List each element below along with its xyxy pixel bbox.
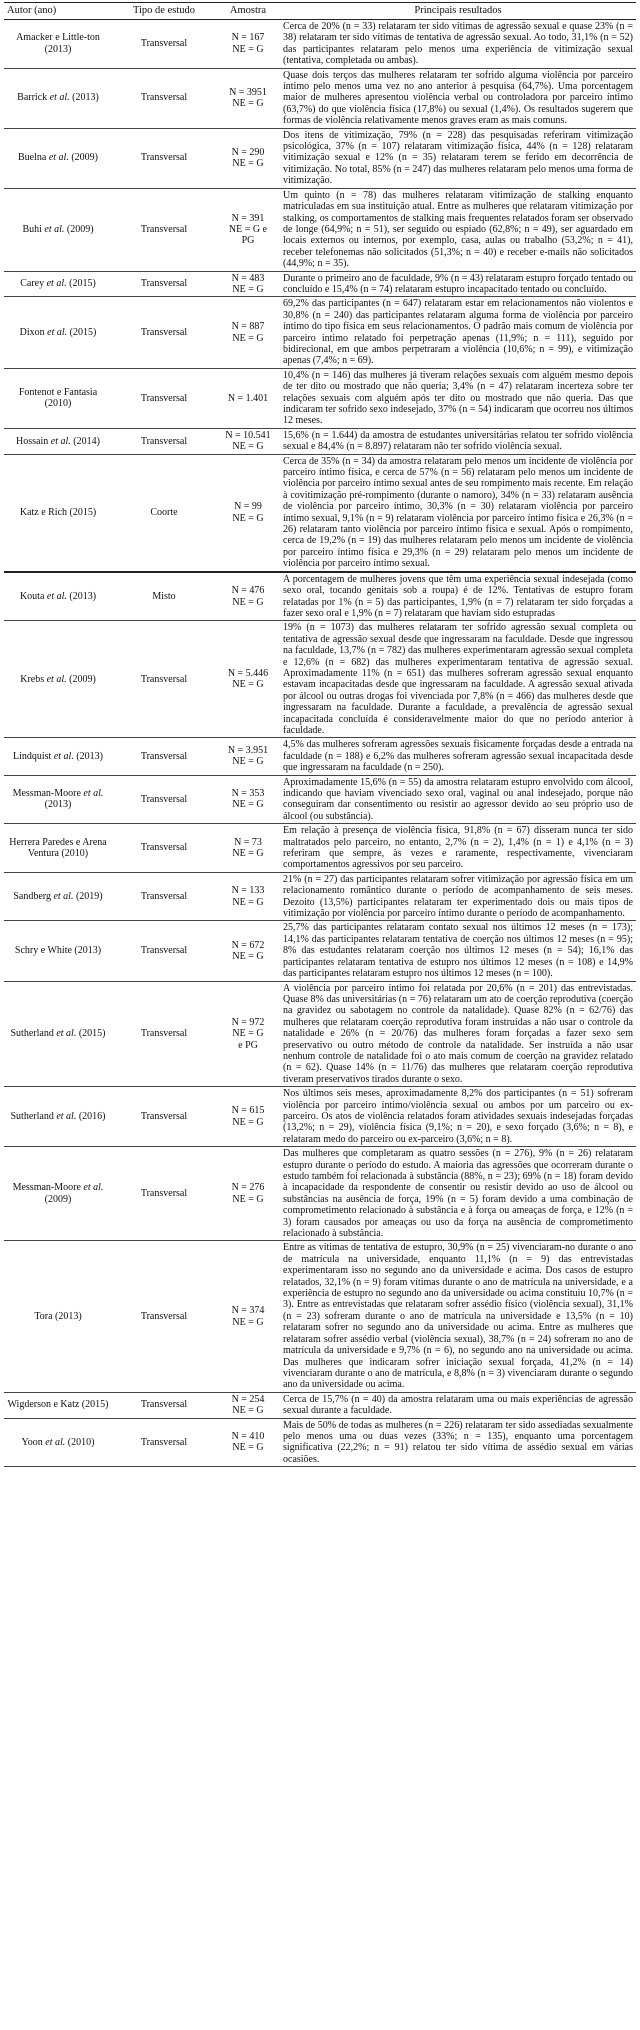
sample-line: N = 353: [231, 788, 265, 799]
results-cell: Entre as vítimas de tentativa de estupro, 30,9% (n = 25) vivenciaram-no durante o ano de matrícula na universidade, enquanto 11,1% (n = 9) das entrevistadas experimentaram isso no segundo ano da universidade e acima. Dos casos de estupro relatados, 32,1% (n = 9) foram vítimas durante o ano de matrícula na universidade, e a experiência de estupro no segundo ano da universidade ou acima constituiu 10,7% (n = 3). Entre as entrevistadas que relataram sofrer assédio físico (violência sexual), 31,1% (n = 23) sofreram durante o ano de matrícula na universidade e 13,5% (n = 10) relataram sofrer no segundo ano da universidade ou acima. Entre as mulheres que relataram sofrer assédio verbal (violência sexual), 38,7% (n = 24) sofreram no ano de matrícula da universidade e 9,7% (n = 6), no segundo ano na universidade ou acima. Das mulheres que indicaram sofrer iniciação sexual forçada, 41,2% (n = 14) vivenciaram durante o ano de matrícula, e 8,8% (n = 3) vivenciaram durante o segundo ano da universidade ou acima.: [280, 1241, 636, 1392]
sample-cell: [216, 428, 280, 454]
study-type-cell: Transversal: [112, 981, 216, 1087]
author-etal: et al.: [45, 1436, 66, 1448]
author-cell: [4, 921, 112, 981]
author-cell: [4, 128, 112, 188]
results-cell: Quase dois terços das mulheres relataram ter sofrido alguma violência por parceiro íntimo pelo menos uma vez no ano anterior à pesquisa (64,7%). Uma porcentagem maior de mulheres apresentou violência verbal ou controladora por parceiro íntimo (63,7%) do que violência física (17,8%) ou sexual (1,4%). Os resultados sugerem que formas de violência relativamente menos graves eram as mais comuns.: [280, 68, 636, 128]
author-text: Messman-Moore: [12, 788, 84, 799]
study-type-cell: Transversal: [112, 68, 216, 128]
study-type-cell: Transversal: [112, 824, 216, 873]
studies-table: [4, 2, 636, 1467]
author-text: (2015): [76, 1028, 106, 1040]
study-type-cell: Transversal: [112, 428, 216, 454]
sample-line: NE = G: [232, 1442, 264, 1454]
table-row: [4, 738, 636, 775]
author-text: Barrick: [17, 92, 50, 104]
sample-line: N = 254: [231, 1393, 265, 1405]
sample-cell: [216, 824, 280, 873]
table-row: [4, 297, 636, 368]
author-cell: [4, 454, 112, 572]
author-text: (2014): [70, 435, 100, 447]
author-cell: [4, 572, 112, 621]
sample-line: N = 615: [231, 1105, 265, 1117]
sample-line: NE = G e: [228, 223, 268, 235]
author-etal: et al.: [46, 278, 67, 290]
table-row: [4, 271, 636, 297]
author-text: Amacker e Little-: [16, 32, 88, 44]
sample-cell: [216, 1392, 280, 1418]
author-text: Kouta: [19, 590, 47, 602]
sample-line: NE = G: [232, 596, 264, 608]
table-body: [4, 20, 636, 1467]
sample-cell: [216, 368, 280, 428]
header-study-type: Tipo de estudo: [112, 3, 216, 20]
sample-line: N = 483: [231, 272, 265, 284]
table-row: [4, 824, 636, 873]
study-type-cell: Transversal: [112, 1418, 216, 1467]
sample-cell: [216, 297, 280, 368]
sample-line: NE = G: [232, 98, 264, 110]
author-text: Schry e White (2013): [14, 945, 102, 957]
author-text: Herrera Paredes e Arena Ventura (2010): [9, 836, 107, 860]
sample-line: NE = G: [232, 441, 264, 453]
author-cell: [4, 428, 112, 454]
sample-line: NE = G: [232, 512, 264, 524]
author-cell: [4, 738, 112, 775]
study-type-cell: Transversal: [112, 1147, 216, 1241]
study-type-cell: Transversal: [112, 368, 216, 428]
author-cell: [4, 1418, 112, 1467]
author-cell: [4, 20, 112, 69]
sample-cell: [216, 981, 280, 1087]
author-cell: [4, 621, 112, 738]
results-cell: 15,6% (n = 1.644) da amostra de estudantes universitárias relatou ter sofrido violência sexual e 84,4% (n = 8.897) relataram não ter sofrido violência sexual.: [280, 428, 636, 454]
sample-line: N = 3.951: [227, 745, 269, 757]
author-text: Fontenot e Fantasia (2010): [18, 386, 98, 410]
results-cell: 25,7% das participantes relataram contato sexual nos últimos 12 meses (n = 173); 14,1% das participantes relataram tentativa de coerção nos últimos 12 meses (n = 95); 8% das estudantes relataram coerção nos últimos 12 meses (n = 54); 16,1% das participantes relataram tentativa de estupro nos últimos 12 meses (n = 108) e 14,9% das participantes relataram estupro nos últimos 12 meses (n = 100).: [280, 921, 636, 981]
author-text: Dixon: [19, 326, 48, 338]
sample-line: NE = G: [232, 158, 264, 170]
table-row: [4, 1392, 636, 1418]
sample-cell: [216, 68, 280, 128]
sample-line: NE = G: [232, 1028, 264, 1040]
author-text: Sandberg: [13, 890, 54, 902]
author-etal: et al.: [50, 435, 71, 447]
sample-line: N = 276: [231, 1182, 265, 1194]
table-row: [4, 981, 636, 1087]
results-cell: Cerca de 35% (n = 34) da amostra relataram pelo menos um incidente de violência por parceiro íntimo física, e cerca de 57% (n = 56) relataram pelo menos um incidente de violência por parceiro íntimo sexual antes de seu rompimento mais recente. Em relação à covitimização pré-rompimento (durante o namoro), 34% (n = 33) relataram ausência de violência por parceiro íntimo, 30,3% (n = 30) relataram violência por parceiro íntimo sexual, 9,1% (n = 9) relataram violência por parceiro íntimo física e 26,3% (n = 26) relataram tanto violência por parceiro íntimo física e sexual. Após o rompimento, cerca de 19,2% (n = 19) das mulheres relataram pelo menos um incidente de violência por parceiro íntimo física e 29,3% (n = 29) relataram pelo menos um incidente de violência por parceiro íntimo sexual.: [280, 454, 636, 572]
study-type-cell: Transversal: [112, 1087, 216, 1147]
sample-line: N = 10.541: [225, 429, 271, 441]
author-text: Sutherland: [10, 1028, 57, 1040]
author-text: (2015): [67, 326, 97, 338]
table-row: [4, 454, 636, 572]
table-row: [4, 872, 636, 921]
results-cell: Cerca de 20% (n = 33) relataram ter sido vítimas de agressão sexual e quase 23% (n = 38) relataram ter sido vítimas de tentativa de agressão sexual. Ao todo, 31,1% (n = 52) das participantes relataram pelo menos uma experiência de vitimização sexual (tentativa, completada ou ambas).: [280, 20, 636, 69]
table-row: [4, 775, 636, 824]
results-cell: 19% (n = 1073) das mulheres relataram ter sofrido agressão sexual completa ou tentativa de agressão sexual desde que ingressaram na faculdade. Desde que ingressou na faculdade, 13,7% (n = 782) das mulheres experimentaram agressão sexual completa e 12,6% (n = 682) das mulheres experimentaram tentativa de agressão sexual. Aproximadamente 11% (n = 651) das mulheres sofreram agressão sexual enquanto estavam incapacitadas desde que ingressaram na faculdade. A agressão sexual ativada por álcool ou outras drogas foi vivenciada por 7,8% (n = 466) das mulheres desde que ingressaram na faculdade. Durante a faculdade, a prevalência de agressão sexual incapacitada concluída é consideravelmente maior do que no período anterior à faculdade.: [280, 621, 636, 738]
sample-cell: [216, 128, 280, 188]
author-cell: [4, 188, 112, 271]
author-text: Krebs: [20, 673, 47, 685]
results-cell: Dos itens de vitimização, 79% (n = 228) das pesquisadas referiram vitimização psicológica, 37% (n = 107) relataram vitimização física, 44% (n = 128) relataram vitimização sexual e 12% (n = 35) relataram terem se ferido em decorrência de vitimização. No total, 85% (n = 247) das mulheres relataram pelo menos uma forma de vitimização.: [280, 128, 636, 188]
results-cell: Das mulheres que completaram as quatro sessões (n = 276), 9% (n = 26) relataram estupro durante o período do estudo. A maioria das agressões que ocorreram durante o estudo também foi relacionada à substância (88%, n = 23); 69% (n = 18) foram devido à incapacidade da respondente de consentir ou resistir devido ao uso de álcool ou substâncias na ausência de força, 19% (n = 5) foram devido a uma combinação de comprometimento relacionado à substância e à força ou ameaças de força, e 12% (n = 3) foram causados por ameaças ou uso da força na ausência de comprometimento relacionado à substância.: [280, 1147, 636, 1241]
study-type-cell: Transversal: [112, 775, 216, 824]
author-text: Messman-Moore: [12, 1182, 84, 1194]
sample-line: NE = G: [232, 332, 264, 344]
author-etal: et al.: [46, 673, 67, 685]
author-text: (2009): [66, 673, 96, 685]
sample-line: e PG: [238, 1039, 258, 1051]
author-etal: et al.: [56, 1110, 77, 1122]
sample-line: PG: [241, 235, 255, 247]
author-etal: et al.: [56, 1028, 77, 1040]
author-text: (2015): [66, 278, 96, 290]
author-text: (2010): [65, 1436, 95, 1448]
table-row: [4, 1241, 636, 1392]
study-type-cell: Transversal: [112, 297, 216, 368]
sample-cell: [216, 188, 280, 271]
author-cell: [4, 368, 112, 428]
results-cell: Nos últimos seis meses, aproximadamente 8,2% dos participantes (n = 51) sofreram violência por parceiro íntimo/violência sexual ou ambos por um parceiro ou ex-parceiro. Os atos de violência relatados foram atividades sexuais indesejadas forçadas (13,2%; n = 29), violência física (9,1%; n = 20), e sexo forçado (3,6%; n = 8), e relataram medo do parceiro ou ex-parceiro (3,6%; n = 8).: [280, 1087, 636, 1147]
sample-line: N = 410: [231, 1430, 265, 1442]
author-cell: [4, 271, 112, 297]
results-cell: 4,5% das mulheres sofreram agressões sexuais fisicamente forçadas desde a entrada na faculdade (n = 188) e 6,2% das mulheres sofreram agressão sexual incapacitada desde que ingressaram na faculdade (n = 250).: [280, 738, 636, 775]
author-text: Tora (2013): [34, 1310, 82, 1322]
sample-line: N = 391: [231, 212, 265, 224]
sample-cell: [216, 1241, 280, 1392]
results-cell: A porcentagem de mulheres jovens que têm uma experiência sexual indesejada (como sexo oral, tocando genitais sob a roupa) é de 12%. Tentativas de estupro foram relatadas por 1% (n = 5) das participantes, 1,9% (n = 7) relataram ter sido forçadas a fazer sexo oral e 1,9% (n = 7) relataram que haviam sido estupradas: [280, 572, 636, 621]
sample-line: N = 167: [231, 32, 265, 44]
sample-line: N = 374: [231, 1305, 265, 1317]
results-cell: Um quinto (n = 78) das mulheres relataram vitimização de stalking enquanto matriculadas em sua instituição atual. Entre as mulheres que relataram vitimização por stalking, os comportamentos de stalking mais frequentes relatados foram ser observado de longe (64,9%; n = 51), ser seguido ou espiado (62,8%; n = 49), ser aguardado em locais externos ou internos, por exemplo, casa, aulas ou trabalho (53,2%; n = 41), receber telefonemas não solicitados (51,3%; n = 40) e receber e-mails não solicitados (44,9%; n = 35).: [280, 188, 636, 271]
author-text: Lindquist: [12, 750, 54, 762]
sample-cell: [216, 20, 280, 69]
author-cell: [4, 68, 112, 128]
sample-line: NE = G: [232, 896, 264, 908]
sample-line: NE = G: [232, 283, 264, 295]
study-type-cell: Transversal: [112, 738, 216, 775]
author-etal: et al.: [83, 788, 104, 799]
sample-line: N = 3951: [229, 86, 267, 98]
table-row: [4, 368, 636, 428]
study-type-cell: Transversal: [112, 921, 216, 981]
sample-cell: [216, 921, 280, 981]
sample-cell: [216, 621, 280, 738]
sample-line: N = 133: [231, 885, 265, 897]
study-type-cell: Transversal: [112, 271, 216, 297]
sample-cell: [216, 572, 280, 621]
table-row: [4, 428, 636, 454]
results-cell: Em relação à presença de violência física, 91,8% (n = 67) disseram nunca ter sido maltratados pelo parceiro, no entanto, 2,7% (n = 2), 1,4% (n = 1) e 4,1% (n = 3) referiram que sempre, às vezes e raramente, respectivamente, vivenciaram comportamentos agressivos por seu parceiro.: [280, 824, 636, 873]
header-author: Autor (ano): [4, 3, 112, 20]
author-text: Buhi: [22, 223, 45, 235]
results-cell: Durante o primeiro ano de faculdade, 9% (n = 43) relataram estupro forçado tentado ou concluído e 15,4% (n = 74) relataram estupro incapacitado tentado ou concluído.: [280, 271, 636, 297]
author-etal: et al.: [47, 326, 68, 338]
sample-cell: [216, 1418, 280, 1467]
author-cell: [4, 824, 112, 873]
table-row: [4, 921, 636, 981]
sample-line: NE = G: [232, 1193, 264, 1205]
author-etal: et al.: [46, 590, 67, 602]
author-text: Sutherland: [10, 1110, 57, 1122]
sample-cell: [216, 454, 280, 572]
sample-line: N = 290: [231, 146, 265, 158]
author-etal: et al.: [53, 890, 74, 902]
author-etal: et al.: [53, 750, 74, 762]
sample-line: N = 672: [231, 939, 265, 951]
author-text: (2009): [68, 152, 98, 164]
author-cell: [4, 981, 112, 1087]
author-text: (2019): [73, 890, 103, 902]
author-cell: [4, 297, 112, 368]
table-row: [4, 621, 636, 738]
sample-line: NE = G: [232, 679, 264, 691]
author-text: Wigderson e Katz (2015): [7, 1399, 109, 1411]
results-cell: Mais de 50% de todas as mulheres (n = 226) relataram ter sido assediadas sexualmente pelo menos uma ou duas vezes (33%; n = 135), enquanto uma porcentagem significativa (22,2%; n = 91) relatou ter sido vítima de assédio sexual em várias ocasiões.: [280, 1418, 636, 1467]
author-text: ton (2013): [44, 32, 100, 55]
author-text: Hossain: [16, 435, 51, 447]
header-sample: Amostra: [216, 3, 280, 20]
author-text: (2016): [76, 1110, 106, 1122]
table-row: [4, 1087, 636, 1147]
author-cell: [4, 775, 112, 824]
author-text: (2013): [69, 92, 99, 104]
sample-line: N = 972: [231, 1016, 265, 1028]
sample-line: NE = G: [232, 1316, 264, 1328]
sample-line: N = 476: [231, 585, 265, 597]
sample-line: NE = G: [232, 756, 264, 768]
sample-line: NE = G: [232, 1405, 264, 1417]
table-row: [4, 128, 636, 188]
sample-line: NE = G: [232, 43, 264, 55]
author-cell: [4, 872, 112, 921]
sample-line: N = 1.401: [227, 392, 269, 404]
sample-cell: [216, 738, 280, 775]
study-type-cell: Transversal: [112, 872, 216, 921]
results-cell: A violência por parceiro íntimo foi relatada por 20,6% (n = 201) das entrevistadas. Quase 8% das universitárias (n = 76) relataram um ato de coerção reprodutiva (coerção na gravidez ou sabotagem no controle da natalidade). Quase 82% (n = 62/76) das mulheres que relataram coerção reprodutiva foram instruídas a não usar o controle da natalidade e 26% (n = 20/76) das mulheres foram forçadas a fazer sexo sem preservativo ou outro método de controle da natalidade. Ser instruída a não usar nenhum controle de natalidade foi o ato mais comum de coerção na gravidez relatado (n = 62). Quase 14% (n = 11/76) das mulheres que relataram coerção reprodutiva tiveram preservativos tirados durante o sexo.: [280, 981, 636, 1087]
sample-cell: [216, 1147, 280, 1241]
table-header-row: [4, 3, 636, 20]
author-text: Carey: [20, 278, 47, 290]
author-text: (2013): [73, 750, 103, 762]
table-row: [4, 1418, 636, 1467]
results-cell: 21% (n = 27) das participantes relataram sofrer vitimização por agressão física em um relacionamento romântico durante o período de acompanhamento de seis meses. Dezoito (13,5%) participantes relataram ter experimentado dois ou mais tipos de vitimização por violência por parceiro íntimo durante o período de acompanhamento.: [280, 872, 636, 921]
author-cell: [4, 1087, 112, 1147]
results-cell: 10,4% (n = 146) das mulheres já tiveram relações sexuais com alguém mesmo depois de ter dito ou mostrado que não queria; 3,4% (n = 47) relataram incerteza sobre ter relações sexuais com alguém após ter dito ou mostrado que não queria. Das que indicaram ter sofrido sexo indesejado, 37% (n = 54) indicaram que ocorreu nos últimos 12 meses.: [280, 368, 636, 428]
author-text: (2013): [44, 799, 72, 811]
study-type-cell: Transversal: [112, 1241, 216, 1392]
sample-line: N = 73: [234, 836, 262, 848]
table-row: [4, 68, 636, 128]
results-cell: Aproximadamente 15,6% (n = 55) da amostra relataram estupro envolvido com álcool, indicando que haviam vivenciado sexo oral, vaginal ou anal indesejado, porque não conseguiram dar consentimento ou resistir ao agressor devido ao seu próprio uso de álcool (ou substância).: [280, 775, 636, 824]
author-etal: et al.: [44, 223, 65, 235]
author-text: Katz e Rich (2015): [19, 506, 97, 518]
sample-line: NE = G: [232, 1116, 264, 1128]
results-cell: Cerca de 15,7% (n = 40) da amostra relataram uma ou mais experiências de agressão sexual durante a faculdade.: [280, 1392, 636, 1418]
author-etal: et al.: [83, 1182, 104, 1194]
author-cell: [4, 1147, 112, 1241]
author-text: Yoon: [21, 1436, 46, 1448]
sample-line: N = 99: [234, 501, 262, 513]
study-type-cell: Transversal: [112, 1392, 216, 1418]
sample-cell: [216, 271, 280, 297]
table-row: [4, 1147, 636, 1241]
sample-line: N = 887: [231, 321, 265, 333]
study-type-cell: Transversal: [112, 188, 216, 271]
author-cell: [4, 1392, 112, 1418]
study-type-cell: Transversal: [112, 128, 216, 188]
author-text: (2013): [66, 590, 97, 602]
study-type-cell: Transversal: [112, 20, 216, 69]
table-row: [4, 572, 636, 621]
sample-cell: [216, 1087, 280, 1147]
study-type-cell: Coorte: [112, 454, 216, 572]
sample-line: NE = G: [232, 950, 264, 962]
study-type-cell: Transversal: [112, 621, 216, 738]
table-row: [4, 20, 636, 69]
results-cell: 69,2% das participantes (n = 647) relataram estar em relacionamentos não violentos e 30,8% (n = 240) das participantes relataram alguma forma de violência por parceiro íntimo do tipo física em seus relacionamentos. O padrão mais comum de violência por parceiro íntimo relatado foi perpetração apenas (11,9%; n = 111), seguido por bidirecional, em que ambos perpetraram a violência (10,6%; n = 99), e vitimização apenas (7,4%; n = 69).: [280, 297, 636, 368]
author-etal: et al.: [49, 92, 70, 104]
table-row: [4, 188, 636, 271]
sample-cell: [216, 775, 280, 824]
author-text: (2009): [44, 1193, 72, 1205]
study-type-cell: Misto: [112, 572, 216, 621]
sample-line: N = 5.446: [227, 667, 269, 679]
sample-cell: [216, 872, 280, 921]
author-text: Buelna: [18, 152, 49, 164]
sample-line: NE = G: [232, 848, 264, 860]
author-cell: [4, 1241, 112, 1392]
author-text: (2009): [64, 223, 94, 235]
author-etal: et al.: [48, 152, 69, 164]
header-results: Principais resultados: [280, 3, 636, 20]
sample-line: NE = G: [232, 799, 264, 811]
